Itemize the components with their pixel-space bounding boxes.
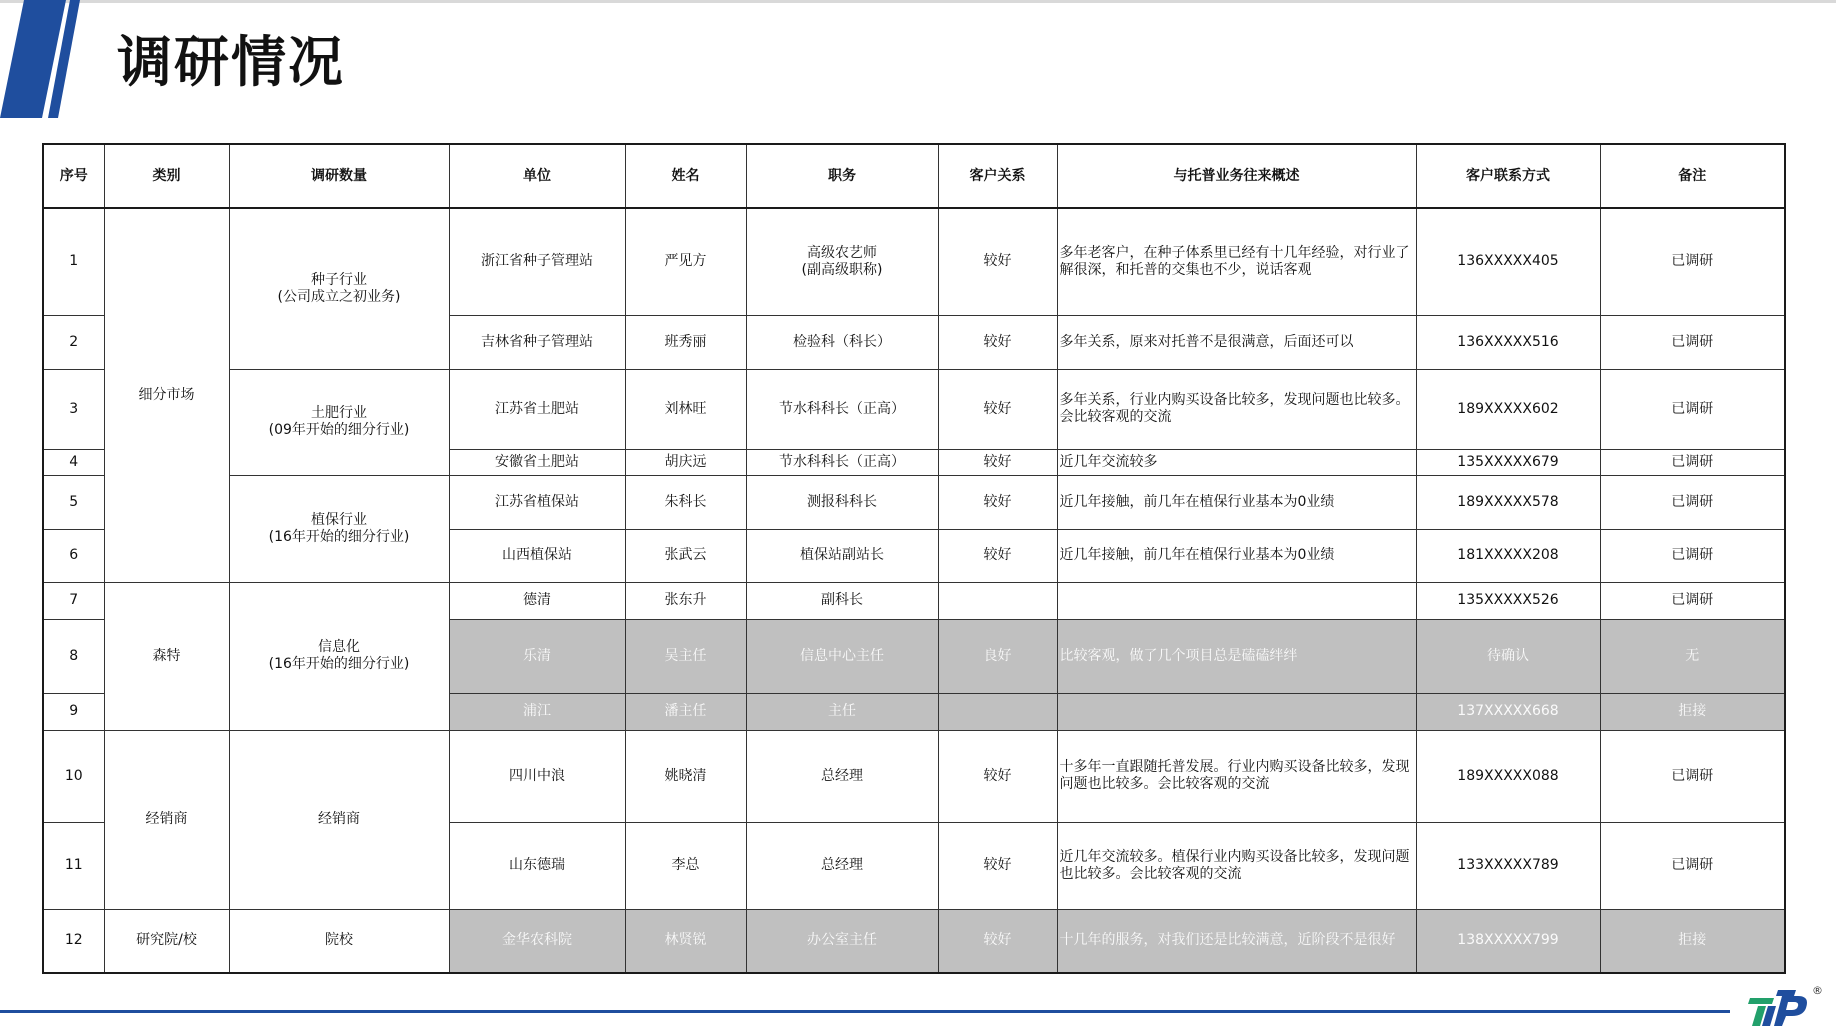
cell-unit: 江苏省土肥站 <box>449 369 625 449</box>
cell-unit: 安徽省土肥站 <box>449 449 625 475</box>
top-rule <box>0 0 1836 3</box>
cell-description: 十几年的服务，对我们还是比较满意，近阶段不是很好 <box>1057 909 1416 973</box>
cell-note: 拒接 <box>1600 693 1785 730</box>
cell-name: 姚晓清 <box>625 730 746 822</box>
cell-contact: 138XXXXX799 <box>1416 909 1600 973</box>
cell-position: 节水科科长（正高） <box>746 449 938 475</box>
cell-name: 林贤锐 <box>625 909 746 973</box>
cell-name: 吴主任 <box>625 619 746 693</box>
cell-position: 总经理 <box>746 730 938 822</box>
cell-contact: 136XXXXX516 <box>1416 315 1600 369</box>
cell-unit: 江苏省植保站 <box>449 475 625 529</box>
cell-unit: 浦江 <box>449 693 625 730</box>
cell-note: 已调研 <box>1600 529 1785 582</box>
cell-note: 拒接 <box>1600 909 1785 973</box>
cell-relation: 较好 <box>938 208 1057 315</box>
cell-category: 细分市场 <box>104 208 229 582</box>
cell-name: 刘林旺 <box>625 369 746 449</box>
cell-name: 胡庆远 <box>625 449 746 475</box>
cell-no: 2 <box>43 315 104 369</box>
cell-name: 张东升 <box>625 582 746 619</box>
cell-description <box>1057 693 1416 730</box>
cell-category: 研究院/校 <box>104 909 229 973</box>
cell-name: 朱科长 <box>625 475 746 529</box>
cell-industry: 经销商 <box>229 730 449 909</box>
cell-description: 近几年交流较多 <box>1057 449 1416 475</box>
cell-note: 已调研 <box>1600 730 1785 822</box>
cell-note: 已调研 <box>1600 475 1785 529</box>
cell-unit: 浙江省种子管理站 <box>449 208 625 315</box>
cell-unit: 德清 <box>449 582 625 619</box>
cell-position: 主任 <box>746 693 938 730</box>
cell-description: 比较客观，做了几个项目总是磕磕绊绊 <box>1057 619 1416 693</box>
cell-relation <box>938 693 1057 730</box>
cell-contact: 189XXXXX578 <box>1416 475 1600 529</box>
header-survey-count: 调研数量 <box>229 144 449 208</box>
cell-note: 已调研 <box>1600 315 1785 369</box>
header-position: 职务 <box>746 144 938 208</box>
cell-note: 已调研 <box>1600 822 1785 909</box>
cell-relation: 较好 <box>938 822 1057 909</box>
cell-position: 检验科（科长） <box>746 315 938 369</box>
cell-relation: 较好 <box>938 315 1057 369</box>
cell-position: 办公室主任 <box>746 909 938 973</box>
cell-unit: 乐清 <box>449 619 625 693</box>
table-row <box>43 730 1785 822</box>
cell-description <box>1057 582 1416 619</box>
cell-note: 已调研 <box>1600 582 1785 619</box>
cell-no: 11 <box>43 822 104 909</box>
cell-no: 10 <box>43 730 104 822</box>
cell-contact: 189XXXXX088 <box>1416 730 1600 822</box>
registered-mark: ® <box>1812 984 1823 997</box>
header-unit: 单位 <box>449 144 625 208</box>
cell-contact: 135XXXXX526 <box>1416 582 1600 619</box>
cell-position: 信息中心主任 <box>746 619 938 693</box>
cell-position: 副科长 <box>746 582 938 619</box>
cell-note: 已调研 <box>1600 208 1785 315</box>
cell-no: 9 <box>43 693 104 730</box>
cell-industry: 种子行业 (公司成立之初业务) <box>229 208 449 369</box>
header-relation: 客户关系 <box>938 144 1057 208</box>
cell-contact: 待确认 <box>1416 619 1600 693</box>
cell-description: 多年老客户，在种子体系里已经有十几年经验，对行业了解很深，和托普的交集也不少，说话客观 <box>1057 208 1416 315</box>
cell-description: 十多年一直跟随托普发展。行业内购买设备比较多，发现问题也比较多。会比较客观的交流 <box>1057 730 1416 822</box>
bottom-rule <box>0 1010 1730 1013</box>
cell-unit: 金华农科院 <box>449 909 625 973</box>
cell-no: 1 <box>43 208 104 315</box>
cell-name: 李总 <box>625 822 746 909</box>
cell-relation: 较好 <box>938 730 1057 822</box>
cell-industry: 土肥行业 (09年开始的细分行业) <box>229 369 449 475</box>
cell-no: 3 <box>43 369 104 449</box>
header-no: 序号 <box>43 144 104 208</box>
cell-relation: 较好 <box>938 909 1057 973</box>
cell-no: 4 <box>43 449 104 475</box>
cell-position: 节水科科长（正高） <box>746 369 938 449</box>
corner-stripes-logo-icon <box>0 0 90 118</box>
survey-table <box>42 143 1786 974</box>
cell-industry: 植保行业 (16年开始的细分行业) <box>229 475 449 582</box>
cell-description: 近几年接触，前几年在植保行业基本为0业绩 <box>1057 475 1416 529</box>
cell-note: 已调研 <box>1600 449 1785 475</box>
cell-description: 多年关系，原来对托普不是很满意，后面还可以 <box>1057 315 1416 369</box>
cell-relation: 较好 <box>938 449 1057 475</box>
header-description: 与托普业务往来概述 <box>1057 144 1416 208</box>
cell-description: 近几年接触，前几年在植保行业基本为0业绩 <box>1057 529 1416 582</box>
cell-relation: 较好 <box>938 529 1057 582</box>
cell-no: 12 <box>43 909 104 973</box>
table-row <box>43 582 1785 619</box>
header-contact: 客户联系方式 <box>1416 144 1600 208</box>
table-row <box>43 909 1785 973</box>
cell-name: 潘主任 <box>625 693 746 730</box>
tp-brand-logo-icon <box>1748 982 1814 1026</box>
cell-relation <box>938 582 1057 619</box>
page-title: 调研情况 <box>117 30 346 94</box>
cell-category: 经销商 <box>104 730 229 909</box>
table-row <box>43 369 1785 449</box>
cell-unit: 吉林省种子管理站 <box>449 315 625 369</box>
cell-contact: 136XXXXX405 <box>1416 208 1600 315</box>
cell-contact: 181XXXXX208 <box>1416 529 1600 582</box>
cell-no: 6 <box>43 529 104 582</box>
cell-industry: 信息化 (16年开始的细分行业) <box>229 582 449 730</box>
cell-position: 植保站副站长 <box>746 529 938 582</box>
table-header-row <box>43 144 1785 208</box>
cell-relation: 较好 <box>938 369 1057 449</box>
cell-unit: 山西植保站 <box>449 529 625 582</box>
cell-category: 森特 <box>104 582 229 730</box>
cell-industry: 院校 <box>229 909 449 973</box>
table-row <box>43 208 1785 315</box>
cell-name: 严见方 <box>625 208 746 315</box>
cell-name: 班秀丽 <box>625 315 746 369</box>
cell-contact: 189XXXXX602 <box>1416 369 1600 449</box>
cell-contact: 137XXXXX668 <box>1416 693 1600 730</box>
cell-name: 张武云 <box>625 529 746 582</box>
cell-position: 总经理 <box>746 822 938 909</box>
cell-description: 近几年交流较多。植保行业内购买设备比较多，发现问题也比较多。会比较客观的交流 <box>1057 822 1416 909</box>
cell-description: 多年关系，行业内购买设备比较多，发现问题也比较多。会比较客观的交流 <box>1057 369 1416 449</box>
cell-contact: 133XXXXX789 <box>1416 822 1600 909</box>
cell-unit: 四川中浪 <box>449 730 625 822</box>
cell-no: 8 <box>43 619 104 693</box>
cell-note: 无 <box>1600 619 1785 693</box>
table-row <box>43 475 1785 529</box>
header-category: 类别 <box>104 144 229 208</box>
cell-relation: 良好 <box>938 619 1057 693</box>
header-name: 姓名 <box>625 144 746 208</box>
cell-note: 已调研 <box>1600 369 1785 449</box>
cell-no: 7 <box>43 582 104 619</box>
cell-no: 5 <box>43 475 104 529</box>
cell-unit: 山东德瑞 <box>449 822 625 909</box>
header-note: 备注 <box>1600 144 1785 208</box>
cell-relation: 较好 <box>938 475 1057 529</box>
cell-position: 高级农艺师 (副高级职称) <box>746 208 938 315</box>
cell-position: 测报科科长 <box>746 475 938 529</box>
cell-contact: 135XXXXX679 <box>1416 449 1600 475</box>
